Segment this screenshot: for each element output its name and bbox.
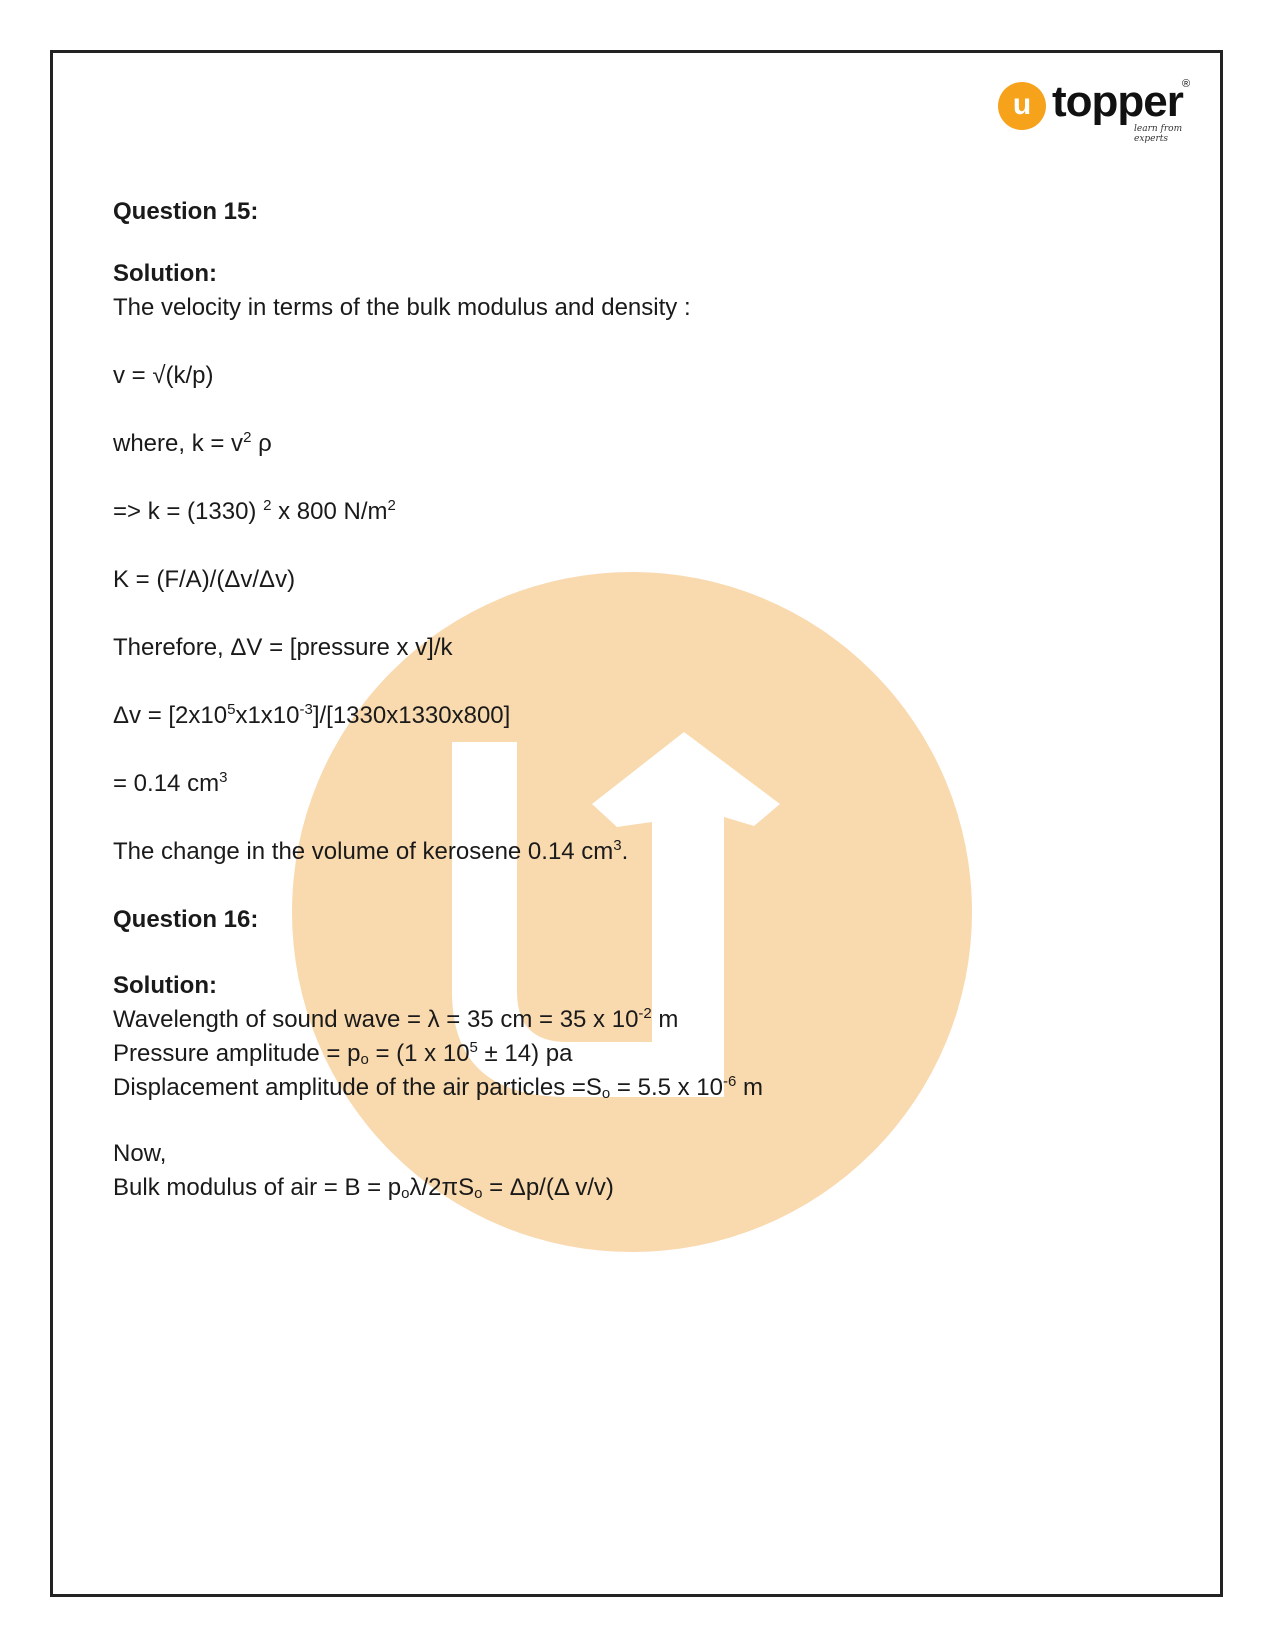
q15-solution-label: Solution:	[113, 260, 217, 287]
q15-volume-change-formula: Therefore, ΔV = [pressure x v]/k	[113, 634, 453, 661]
q15-k-value-equation: => k = (1330) $^2$ x 800 $N/m^2$	[113, 497, 396, 525]
logo-circle-icon: u	[998, 82, 1046, 130]
q15-intro-text: The velocity in terms of the bulk modulus and density :	[113, 294, 691, 321]
watermark-logo-icon	[292, 572, 972, 1252]
q16-pressure-amplitude-line: Pressure amplitude = $p_o = (1$ x $10^5 \pm 14$) pa	[113, 1039, 573, 1068]
q16-solution-label: Solution:	[113, 972, 217, 999]
logo-tagline: learn from experts	[1134, 124, 1183, 144]
q15-k-definition: K = (F/A)/(Δv/Δv)	[113, 566, 296, 593]
q16-now-text: Now,	[113, 1140, 167, 1167]
q15-velocity-equation: v = √(k/p)	[113, 362, 214, 389]
q15-conclusion: The change in the volume of kerosene 0.14 $cm^3$.	[113, 837, 629, 865]
question-16-heading: Question 16:	[113, 906, 259, 933]
q16-bulk-modulus-line: Bulk modulus of air = $B = p_o\lambda/2\pi S_o = \Delta p/(\Delta$ v/v)	[113, 1174, 614, 1202]
registered-mark: ®	[1182, 78, 1191, 90]
question-15-heading: Question 15:	[113, 198, 259, 225]
q16-wavelength-line: Wavelength of sound wave = λ = 35 cm = 35 x $10^{-2}$ m	[113, 1005, 679, 1033]
q15-volume-change-substitution: $\Delta v = [2x10^5x1x10^{-3}]/[1330x1330x800]$	[113, 701, 511, 729]
q15-bulk-modulus-equation: where, $k = v^2$ ρ	[113, 429, 272, 457]
q15-volume-change-result: = 0.14 $cm^3$	[113, 769, 228, 797]
q16-displacement-amplitude-line: Displacement amplitude of the air particles $=S_o = 5.5$ x $10^{-6}$ m	[113, 1073, 764, 1102]
topper-logo	[998, 77, 1198, 144]
logo-wordmark: topper	[1052, 77, 1183, 126]
